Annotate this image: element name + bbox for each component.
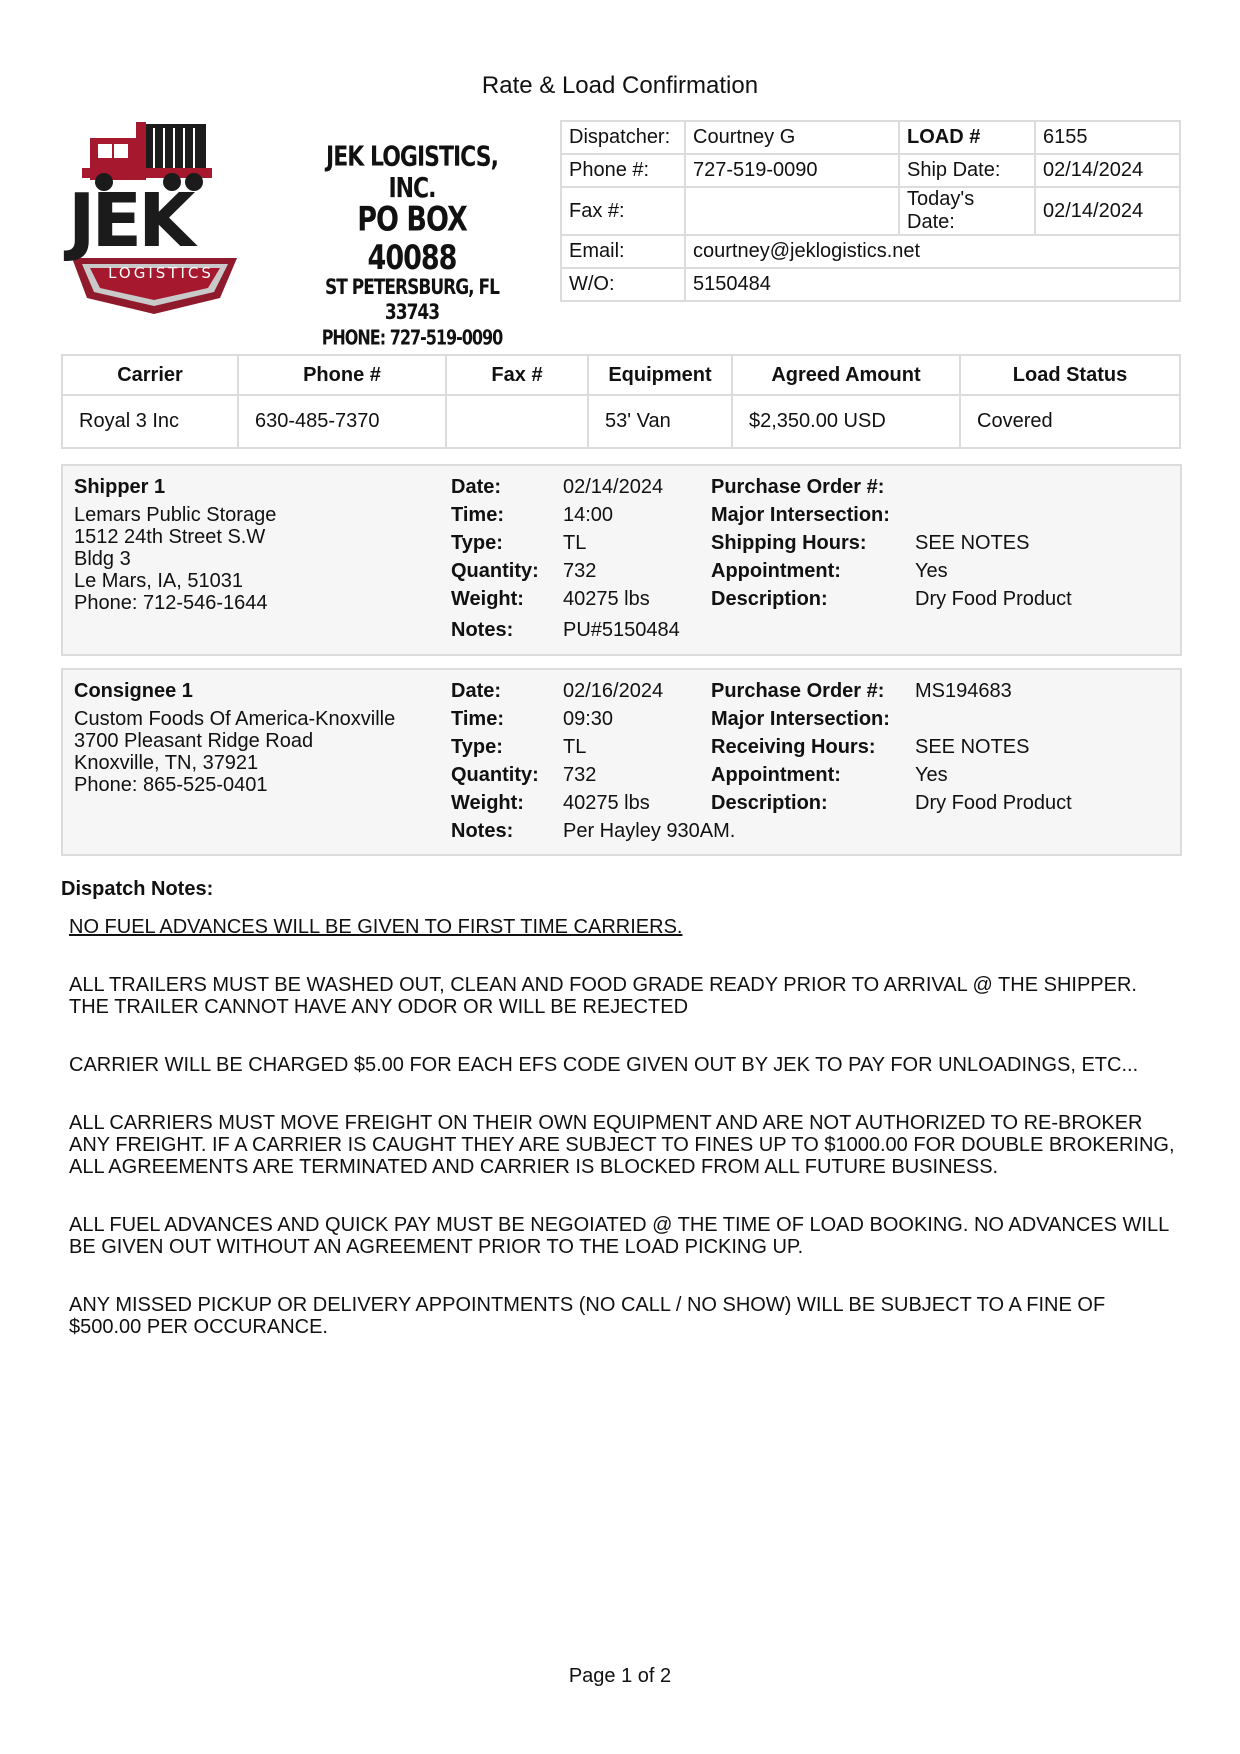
company-address-block <box>317 141 507 350</box>
consignee-appt-label: Appointment: <box>711 764 841 786</box>
equipment-header: Equipment <box>588 355 732 395</box>
dispatch-note: ALL CARRIERS MUST MOVE FREIGHT ON THEIR OWN EQUIPMENT AND ARE NOT AUTHORIZED TO RE-BROKER ANY FREIGHT. IF A CARRIER IS CAUGHT THEY ARE SUBJECT TO FINES UP TO $1000.00 FOR DOUBLE BROKERING, ALL AGREEMENTS ARE TERMINATED AND CARRIER IS BLOCKED FROM ALL FUTURE BUSINESS. <box>69 1112 1175 1178</box>
shipper-qty: 732 <box>563 560 597 582</box>
shipper-appt-label: Appointment: <box>711 560 841 582</box>
fax-value <box>685 187 899 235</box>
dispatch-note: ANY MISSED PICKUP OR DELIVERY APPOINTMENTS (NO CALL / NO SHOW) WILL BE SUBJECT TO A FINE OF $500.00 PER OCCURANCE. <box>69 1294 1106 1338</box>
company-po-box: PO BOX 40088 <box>357 200 467 278</box>
consignee-po-label: Purchase Order #: <box>711 680 885 702</box>
dispatch-note: ALL TRAILERS MUST BE WASHED OUT, CLEAN AND FOOD GRADE READY PRIOR TO ARRIVAL @ THE SHIPPER. THE TRAILER CANNOT HAVE ANY ODOR OR WILL BE REJECTED <box>69 974 1137 1018</box>
company-logo <box>62 118 503 350</box>
phone-value: 727-519-0090 <box>685 154 899 187</box>
dispatch-notes <box>69 916 1179 1374</box>
shipper-city: Le Mars, IA, 51031 <box>74 570 243 592</box>
load-value: 6155 <box>1035 121 1180 154</box>
shipper-section <box>61 464 1182 656</box>
company-city: ST PETERSBURG, FL 33743 <box>324 275 499 325</box>
fax-header: Fax # <box>446 355 588 395</box>
consignee-time-label: Time: <box>451 708 504 730</box>
dispatcher-value: Courtney G <box>685 121 899 154</box>
carrier-table <box>61 354 1181 449</box>
consignee-qty-label: Quantity: <box>451 764 539 786</box>
shipper-phone: Phone: 712-546-1644 <box>74 592 268 614</box>
shipper-heading: Shipper 1 <box>74 476 166 498</box>
consignee-po: MS194683 <box>915 680 1012 702</box>
equipment-cell: 53' Van <box>588 395 732 448</box>
ship-date-label: Ship Date: <box>899 154 1035 187</box>
info-row <box>561 235 1180 268</box>
load-status-cell: Covered <box>960 395 1180 448</box>
wo-value: 5150484 <box>685 268 1180 301</box>
wo-label: W/O: <box>561 268 685 301</box>
consignee-notes: Per Hayley 930AM. <box>563 820 736 842</box>
consignee-weight: 40275 lbs <box>563 792 650 814</box>
carrier-fax-cell <box>446 395 588 448</box>
shipper-type-label: Type: <box>451 532 503 554</box>
dispatch-note: CARRIER WILL BE CHARGED $5.00 FOR EACH EFS CODE GIVEN OUT BY JEK TO PAY FOR UNLOADINGS, ETC... <box>69 1054 1139 1076</box>
shipper-address1: 1512 24th Street S.W <box>74 526 266 548</box>
company-phone: PHONE: 727-519-0090 <box>321 325 503 350</box>
consignee-type: TL <box>563 736 587 758</box>
shipper-date: 02/14/2024 <box>563 476 664 498</box>
page-number: Page 1 of 2 <box>568 1665 672 1687</box>
shipper-appt: Yes <box>915 560 948 582</box>
consignee-desc-label: Description: <box>711 792 828 814</box>
logo-subtitle: LOGISTICS <box>108 264 214 282</box>
consignee-address1: 3700 Pleasant Ridge Road <box>74 730 314 752</box>
shipper-desc: Dry Food Product <box>915 588 1072 610</box>
carrier-header: Carrier <box>62 355 238 395</box>
consignee-heading: Consignee 1 <box>74 680 193 702</box>
logo-wordmark: JEK <box>68 178 192 264</box>
consignee-intersection-label: Major Intersection: <box>711 708 890 730</box>
consignee-qty: 732 <box>563 764 597 786</box>
shipper-hours: SEE NOTES <box>915 532 1030 554</box>
shipper-notes: PU#5150484 <box>563 619 680 641</box>
phone-header: Phone # <box>238 355 446 395</box>
dispatch-note: NO FUEL ADVANCES WILL BE GIVEN TO FIRST TIME CARRIERS. <box>69 916 683 938</box>
consignee-name: Custom Foods Of America-Knoxville <box>74 708 396 730</box>
consignee-notes-label: Notes: <box>451 820 514 842</box>
shipper-time-label: Time: <box>451 504 504 526</box>
shipper-date-label: Date: <box>451 476 502 498</box>
consignee-desc: Dry Food Product <box>915 792 1072 814</box>
consignee-date-label: Date: <box>451 680 502 702</box>
dispatcher-label: Dispatcher: <box>561 121 685 154</box>
carrier-name-cell: Royal 3 Inc <box>62 395 238 448</box>
shipper-po-label: Purchase Order #: <box>711 476 885 498</box>
shipper-address2: Bldg 3 <box>74 548 131 570</box>
consignee-section <box>61 668 1182 856</box>
ship-date-value: 02/14/2024 <box>1035 154 1180 187</box>
carrier-header-row <box>62 355 1180 395</box>
phone-label: Phone #: <box>561 154 685 187</box>
table-row <box>62 395 1180 448</box>
shipper-type: TL <box>563 532 587 554</box>
shipper-hours-label: Shipping Hours: <box>711 532 867 554</box>
load-label: LOAD # <box>899 121 1035 154</box>
shipper-weight-label: Weight: <box>451 588 524 610</box>
shipper-desc-label: Description: <box>711 588 828 610</box>
info-row <box>561 121 1180 154</box>
agreed-amount-cell: $2,350.00 USD <box>732 395 960 448</box>
consignee-type-label: Type: <box>451 736 503 758</box>
consignee-phone: Phone: 865-525-0401 <box>74 774 268 796</box>
consignee-weight-label: Weight: <box>451 792 524 814</box>
email-label: Email: <box>561 235 685 268</box>
document-title: Rate & Load Confirmation <box>481 72 759 99</box>
consignee-time: 09:30 <box>563 708 614 730</box>
shipper-time: 14:00 <box>563 504 614 526</box>
shipper-notes-label: Notes: <box>451 619 514 641</box>
fax-label: Fax #: <box>561 187 685 235</box>
info-row <box>561 154 1180 187</box>
load-status-header: Load Status <box>960 355 1180 395</box>
consignee-hours-label: Receiving Hours: <box>711 736 876 758</box>
shipper-intersection-label: Major Intersection: <box>711 504 890 526</box>
email-value: courtney@jeklogistics.net <box>685 235 1180 268</box>
company-name: JEK LOGISTICS, INC. <box>326 141 498 205</box>
consignee-hours: SEE NOTES <box>915 736 1030 758</box>
agreed-amount-header: Agreed Amount <box>732 355 960 395</box>
consignee-city: Knoxville, TN, 37921 <box>74 752 259 774</box>
todays-date-label: Today's Date: <box>899 187 1035 235</box>
consignee-appt: Yes <box>915 764 948 786</box>
dispatch-note: ALL FUEL ADVANCES AND QUICK PAY MUST BE NEGOIATED @ THE TIME OF LOAD BOOKING. NO ADVANCES WILL BE GIVEN OUT WITHOUT AN AGREEMENT PRIOR TO THE LOAD PICKING UP. <box>69 1214 1169 1258</box>
carrier-phone-cell: 630-485-7370 <box>238 395 446 448</box>
dispatch-notes-title: Dispatch Notes: <box>61 878 214 900</box>
dispatch-info-table <box>560 120 1181 302</box>
consignee-date: 02/16/2024 <box>563 680 664 702</box>
info-row <box>561 187 1180 235</box>
shipper-name: Lemars Public Storage <box>74 504 277 526</box>
info-row <box>561 268 1180 301</box>
shipper-weight: 40275 lbs <box>563 588 650 610</box>
shipper-qty-label: Quantity: <box>451 560 539 582</box>
todays-date-value: 02/14/2024 <box>1035 187 1180 235</box>
